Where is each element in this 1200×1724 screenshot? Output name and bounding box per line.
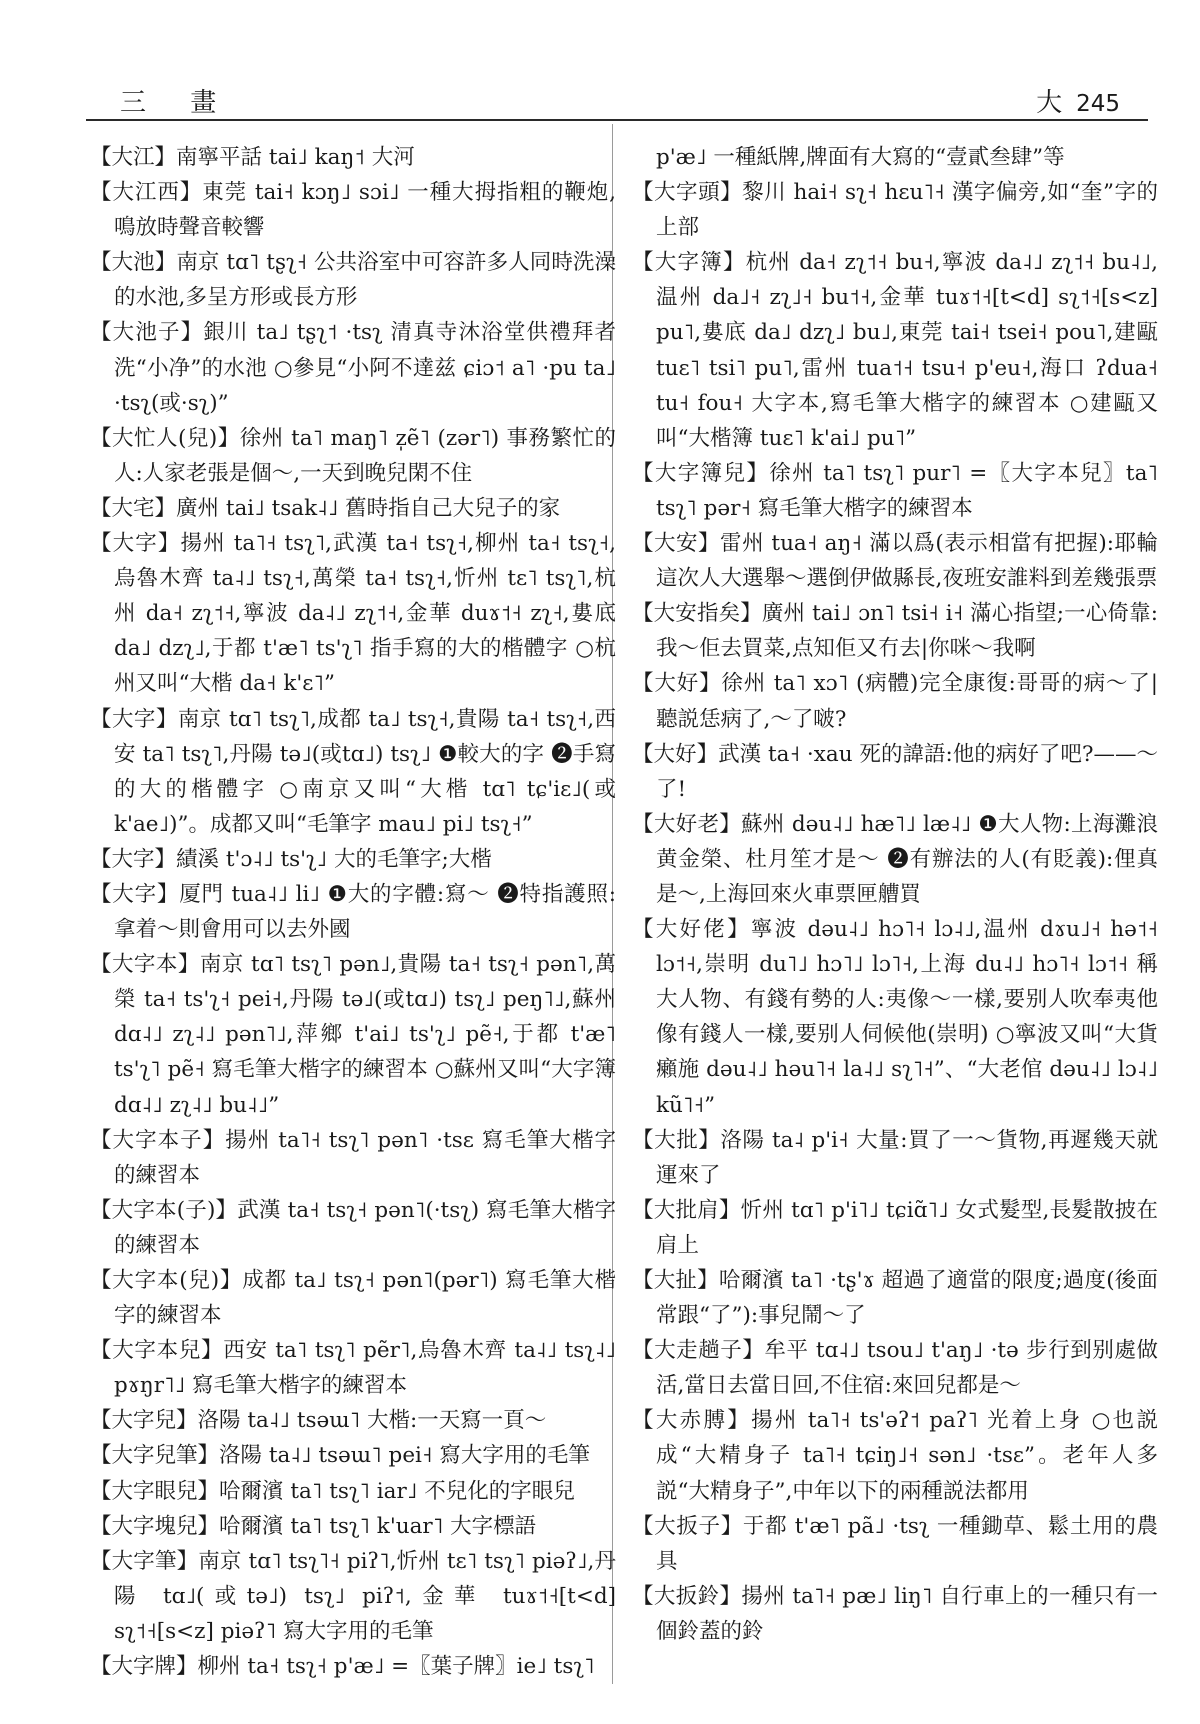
page-number: 245 [1076, 91, 1120, 117]
dictionary-entry: 【大字兒】洛陽 ta˨˩ tsəɯ˥ 大楷:一天寫一頁～ [90, 1408, 547, 1434]
dictionary-entry: 【大字】揚州 ta˥˧ tsʅ˥,武漢 ta˧ tsʅ˧,柳州 ta˧ tsʅ˧,烏魯木齊 ta˨˩ tsʅ˧,萬榮 ta˧ tsʅ˧,忻州 tɛ˥ tsʅ˥,杭州 da˧ zʅ˦˧,寧波 da˨˩ zʅ˦˧,金華 duɤ˦˧ zʅ˧,婁底 da˩ dzʅ˩,于都 t'æ˥ ts'ʅ˥ 指手寫的大的楷體字 ○杭州又叫“大楷 da˧ k'ɛ˥” [90, 531, 616, 697]
dictionary-entry: 【大走趟子】牟平 tɑ˨˩ tsou˩ t'aŋ˩ ·tə 步行到别處做活,當日去當日回,不住宿:來回兒都是～ [632, 1338, 1158, 1399]
dictionary-entry: 【大字簿】杭州 da˧ zʅ˦˧ bu˧,寧波 da˨˩ zʅ˦˧ bu˨˩,温州 da˩˧ zʅ˩˧ bu˦˧,金華 tuɤ˦˧[t<d] sʅ˦˧[s<z] pu˥,婁底 da˩ dzʅ˩ bu˩,東莞 tai˧ tsei˧ pou˥,建甌 tuɛ˥ tsi˥ pu˥,雷州 tua˦˧ tsu˧ p'eu˧,海口 ʔdua˧ tu˧ fou˧ 大字本,寫毛筆大楷字的練習本 ○建甌又叫“大楷簿 tuɛ˥ k'ai˩ pu˥” [632, 250, 1158, 451]
dictionary-entry: 【大赤膊】揚州 ta˥˧ ts'əʔ˦ paʔ˥ 光着上身 ○也説成“大精身子 ta˥˧ tɕiŋ˩˧ sən˩ ·tsɛ”。老年人多説“大精身子”,中年以下的兩種説法都用 [632, 1408, 1158, 1504]
dictionary-entry: 【大字本兒】西安 ta˥ tsʅ˥ pẽr˥,烏魯木齊 ta˨˩ tsʅ˨˩ pɤŋr˥˩ 寫毛筆大楷字的練習本 [90, 1338, 616, 1399]
dictionary-entry: 【大安】雷州 tua˧ aŋ˧ 滿以爲(表示相當有把握):耶輪這次人大選舉～選倒伊做縣長,夜班安誰料到差幾張票 [632, 531, 1158, 592]
dictionary-entry: 【大字本(兒)】成都 ta˩ tsʅ˧ pən˥(pər˥) 寫毛筆大楷字的練習本 [90, 1268, 616, 1329]
dictionary-entry: 【大字牌】柳州 ta˧ tsʅ˧ p'æ˩ =〖葉子牌〗ie˩ tsʅ˥ [90, 1654, 595, 1680]
dictionary-entry: 【大宅】廣州 tai˩ tsak˨˩ 舊時指自己大兒子的家 [90, 495, 561, 521]
dictionary-entry: 【大江西】東莞 tai˧ kɔŋ˩ sɔi˩ 一種大拇指粗的鞭炮,鳴放時聲音較響 [90, 180, 616, 241]
dictionary-entry: 【大池子】銀川 ta˩ tʂʅ˦ ·tsʅ 清真寺沐浴堂供禮拜者洗“小净”的水池 ○參見“小阿不達兹 ɕiɔ˦ a˥ ·pu ta˩ ·tsʅ(或·sʅ)” [90, 320, 616, 416]
dictionary-entry: 【大池】南京 tɑ˥ tʂʅ˧ 公共浴室中可容許多人同時洗澡的水池,多呈方形或長方形 [90, 250, 616, 311]
dictionary-entry: 【大字】厦門 tua˨˩ li˩ ❶大的字體:寫～ ❷特指護照:拿着～則會用可以去外國 [90, 881, 616, 943]
dictionary-entry: 【大扯】哈爾濱 ta˥ ·tʂ'ɤ 超過了適當的限度;過度(後面常跟“了”):事兒鬧～了 [632, 1268, 1158, 1329]
dictionary-entry: 【大扳子】于都 t'æ˥ pã˩ ·tsʅ 一種鋤草、鬆土用的農具 [632, 1513, 1158, 1574]
dictionary-entry: 【大字頭】黎川 hai˧ sʅ˧ hɛu˥˧ 漢字偏旁,如“奎”字的上部 [632, 180, 1158, 241]
dictionary-entry: 【大字本】南京 tɑ˥ tsʅ˥ pən˩,貴陽 ta˧ tsʅ˧ pən˥,萬榮 ta˧ ts'ʅ˧ pei˧,丹陽 tə˩(或tɑ˩) tsʅ˩ peŋ˥˩,蘇州 dɑ˨˩ zʅ˨˩ pən˥˩,萍鄉 t'ai˩ ts'ʅ˩ pẽ˧,于都 t'æ˥ ts'ʅ˥ pẽ˧ 寫毛筆大楷字的練習本 ○蘇州又叫“大字簿 dɑ˨˩ zʅ˨˩ bu˨˩” [90, 952, 616, 1118]
dictionary-entry: 【大字簿兒】徐州 ta˥ tsʅ˥ pur˥ =〖大字本兒〗ta˥ tsʅ˥ pər˧ 寫毛筆大楷字的練習本 [632, 460, 1158, 521]
dictionary-entry: 【大字本(子)】武漢 ta˧ tsʅ˧ pən˥(·tsʅ) 寫毛筆大楷字的練習本 [90, 1197, 616, 1258]
dictionary-entry: 【大字本子】揚州 ta˥˧ tsʅ˥ pən˥ ·tsɛ 寫毛筆大楷字的練習本 [90, 1127, 616, 1188]
dictionary-entry: 【大好老】蘇州 dəu˨˩ hæ˥˩ læ˨˩ ❶大人物:上海灘浪黄金榮、杜月笙才是～ ❷有辦法的人(有貶義):俚真是～,上海回來火車票匣艚買 [632, 811, 1158, 907]
dictionary-entry: 【大忙人(兒)】徐州 ta˥ maŋ˥ z̩ẽ˥ (zər˥) 事務繁忙的人:人家老張是個～,一天到晚兒閑不住 [90, 425, 616, 486]
dictionary-entry: 【大安指矣】廣州 tai˩ ɔn˥ tsi˧ i˧ 滿心指望;一心倚靠:我～佢去買菜,点知佢又冇去|你咪～我啊 [632, 601, 1158, 662]
dictionary-entry: 【大批肩】忻州 tɑ˥ p'i˥˩ tɕiɑ̃˥˩ 女式髮型,長髮散披在肩上 [632, 1197, 1158, 1258]
dictionary-entry: 【大字】績溪 t'ɔ˨˩ ts'ʅ˩ 大的毛筆字;大楷 [90, 846, 492, 872]
dictionary-entry: 【大好佬】寧波 dəu˨˩ hɔ˥˧ lɔ˨˩,温州 dɤu˩˧ hə˦˧ lɔ˦˧,崇明 du˥˩ hɔ˥˩ lɔ˥˧,上海 du˨˩ hɔ˥˧ lɔ˦˧ 稱大人物、有錢有勢的人:夷像～一樣,要别人吹奉夷他像有錢人一樣,要别人伺候他(崇明) ○寧波又叫“大貨癩施 dəu˨˩ həu˥˧ la˨˩ sʅ˥˧”、“大老倌 dəu˨˩ lɔ˨˩ kũ˥˧” [632, 917, 1158, 1118]
headword-character: 大 [1036, 88, 1063, 118]
dictionary-entry: 【大好】武漢 ta˧ ·xau 死的諱語:他的病好了吧?——～了! [632, 741, 1158, 802]
dictionary-entry: 【大字眼兒】哈爾濱 ta˥ tsʅ˥ iar˩ 不兒化的字眼兒 [90, 1478, 575, 1504]
dictionary-entry: 【大批】洛陽 ta˨ p'i˧ 大量:買了一～貨物,再遲幾天就運來了 [632, 1127, 1158, 1188]
dictionary-entry-continued: p'æ˩ 一種紙牌,牌面有大寫的“壹貳叁肆”等 [656, 145, 1065, 170]
dictionary-entry: 【大江】南寧平話 tai˩ kaŋ˦ 大河 [90, 145, 415, 170]
dictionary-entry: 【大扳鈴】揚州 ta˥˧ pæ˩ liŋ˥ 自行車上的一種只有一個鈴蓋的鈴 [632, 1583, 1158, 1644]
dictionary-entry: 【大字兒筆】洛陽 ta˨˩ tsəɯ˥ pei˧ 寫大字用的毛筆 [90, 1443, 590, 1469]
dictionary-entry: 【大字】南京 tɑ˥ tsʅ˥,成都 ta˩ tsʅ˧,貴陽 ta˧ tsʅ˧,西安 ta˥ tsʅ˥,丹陽 tə˩(或tɑ˩) tsʅ˩ ❶較大的字 ❷手寫的大的楷體字 ○南京又叫“大楷 tɑ˥ tɕ'iɛ˩(或k'ae˩)”。成都又叫“毛筆字 mau˩ pi˩ tsʅ˧” [90, 706, 616, 837]
header-rule [86, 119, 1148, 121]
section-title: 三 畫 [120, 88, 235, 118]
right-column [632, 140, 1158, 1649]
dictionary-entry: 【大字筆】南京 tɑ˥ tsʅ˥˧ piʔ˥,忻州 tɛ˥ tsʅ˥ piəʔ˩,丹陽 tɑ˩(或tə˩) tsʅ˩ piʔ˦,金華 tuɤ˦˧[t<d] sʅ˦˧[s<z] piəʔ˥ 寫大字用的毛筆 [90, 1548, 616, 1644]
dictionary-entry: 【大好】徐州 ta˥ xɔ˥ (病體)完全康復:哥哥的病～了|聽説恁病了,～了啵? [632, 671, 1158, 732]
page-header-right [1036, 82, 1120, 119]
dictionary-entry: 【大字塊兒】哈爾濱 ta˥ tsʅ˥ k'uar˥ 大字標語 [90, 1513, 537, 1539]
left-column [90, 140, 616, 1684]
